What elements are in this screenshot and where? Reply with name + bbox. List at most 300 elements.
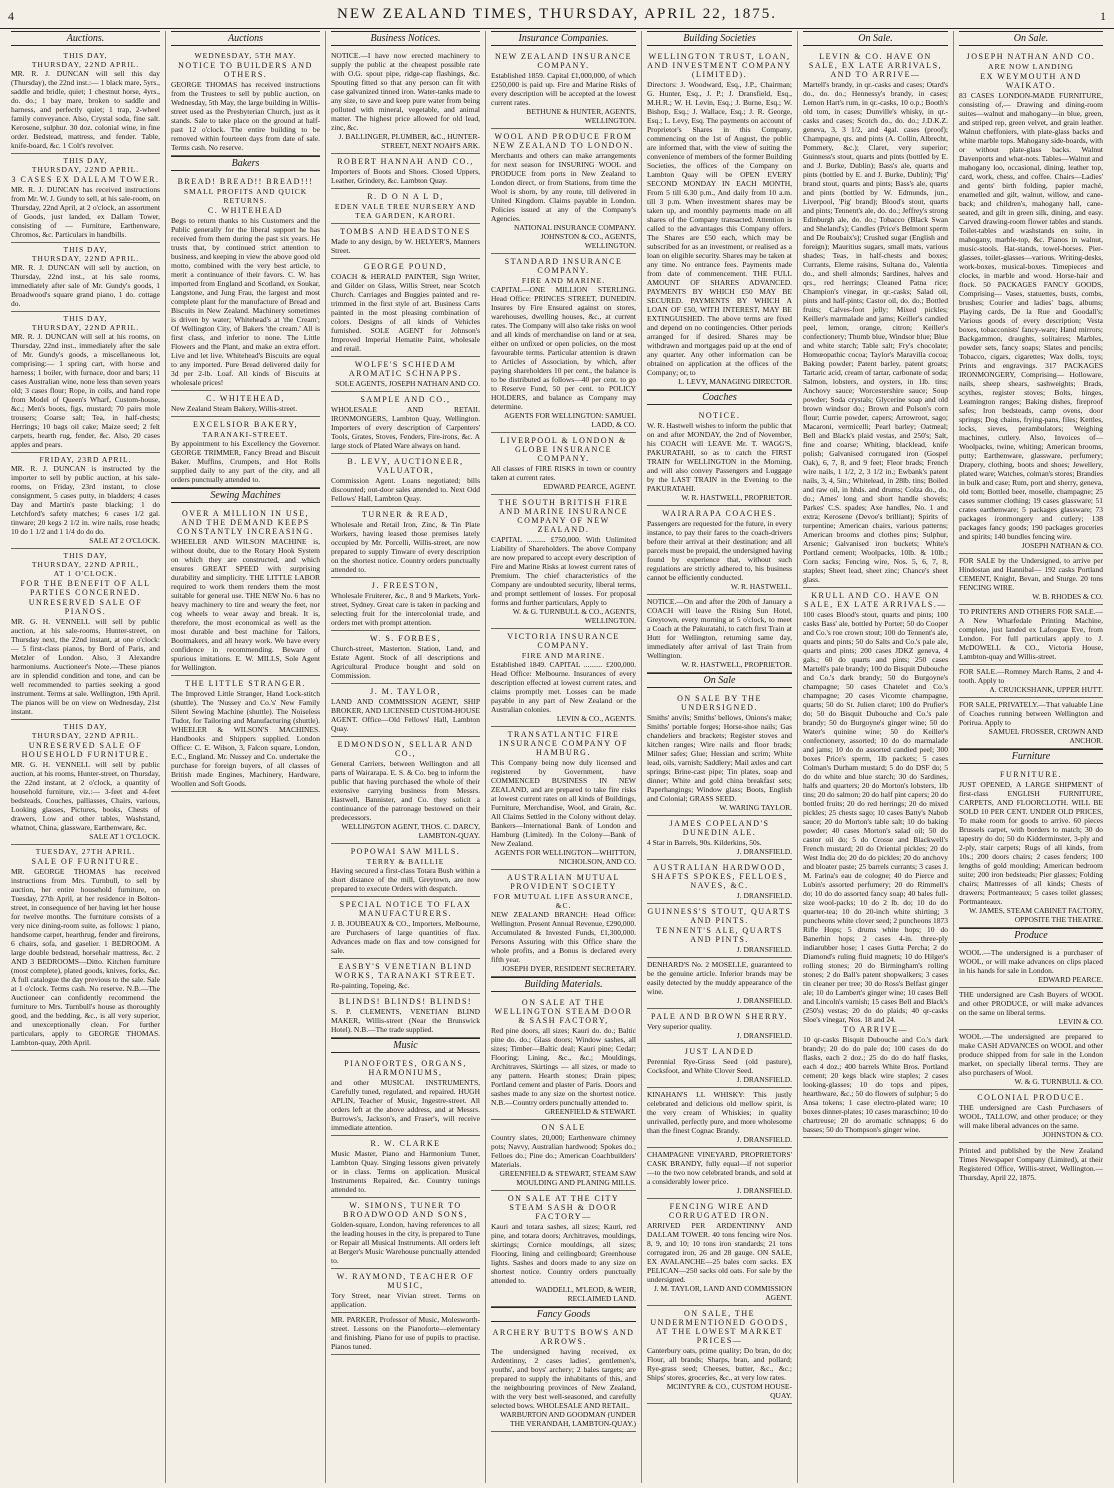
advertisement [11,453,160,549]
ad-body: COACH & HERALD PAINTER, Sign Writer, and Gilder on Glass, Willis Street, near Scotch Church. Carriages and Buggies painted and re-trimmed in the first style of art. Business Carts painted in the most pleasing combination of colors. Designs of all kinds of Vehicles furnished. SOLE AGENT for Johnson's Improved Imperial Hematite Paint, wholesale and retail. [331,272,480,353]
ad-heading: TO ARRIVE— [843,1025,908,1034]
ad-date: THIS DAY, [63,156,108,165]
advertisement [647,816,792,860]
ad-body: Canterbury oats, prime quality; Do bran, do do; Flour, all brands; Sharps, bran, and pollard; Rye-grass seed; Cheeses, butter, &c., &c.; Ships' stores, groceries, &c., at very low rates. [647,1346,792,1382]
ad-signature: J. DRANSFIELD. [736,891,792,900]
masthead [0,0,1114,29]
ad-heading: ON SALE, THE UNDERMENTIONED GOODS, AT THE LOWEST MARKET PRICES— [650,1309,789,1345]
section-heading: Insurance Companies. [491,31,636,46]
advertisement [959,605,1103,665]
ad-signature: JOSEPH DYER, RESIDENT SECRETARY. [501,964,636,973]
advertisement [647,860,792,904]
ad-date: WEDNESDAY, 5TH MAY. [194,51,297,60]
ad-date: THIS DAY, [63,314,108,323]
page-number-right: 1 [1100,9,1106,23]
ad-heading: JAMES COPELAND'S DUNEDIN ALE. [669,819,770,837]
ad-heading: R. D O N A L D, [367,192,444,201]
ad-signature: A. CRUICKSHANK, UPPER HUTT. [989,685,1103,694]
section-heading: Fancy Goods [491,1307,636,1322]
advertisement [959,988,1103,1030]
ad-heading: ROBERT HANNAH AND CO., [337,157,474,166]
advertisement [331,1269,480,1313]
ad-body: Church-street, Masterton. Station, Land, and Estate Agent. Stock of all descriptions and Agricultural Produce bought and sold on Commission. [331,644,480,680]
ad-body: Merchants and others can make arrangements for next season for INSURING WOOL and PRODUCE from ports in New Zealand to London direct, or from Stations, from time the Wool is shorn, by any route, till delivered in United Kingdom. Claims payable in London. Policies issued at any of the Company's Agencies. [491,151,636,223]
advertisement [491,495,636,629]
ad-signature: GREENFIELD & STEWART, STEAM SAW MOULDING AND PLANING MILLS. [499,1169,636,1187]
ad-signature: SAMUEL FROSSER, CROWN AND ANCHOR. [988,727,1103,745]
advertisement [11,312,160,453]
ad-body: Music Master, Piano and Harmonium Tuner, Lambton Quay. Singing lessons given privately or in class. Terms on application. Musical Instruments Repaired, &c. Country tunings attended to. [331,1149,480,1194]
advertisement [647,49,792,390]
advertisement [959,767,1103,928]
ad-body: MR. R. J. DUNCAN will sell this day (Thursday), the 22nd inst.:— 1 black mare, 5yrs., saddle and bridle, quiet; 1 chestnut horse, 4yrs., do. do.; 1 bay mare, broken to saddle and harness, and perfectly quiet; 1 trap, 2-wheel family conveyance. Also, Crystal soda, fine salt. Kerosene, sulphur. 30 doz. colonial wine, in fine order. Bedstead, mattress, and fender. Table, knife-board, &c. 1 Colt's revolver. [11,69,160,150]
section-heading: Building Materials. [491,977,636,992]
ad-heading: ARCHERY BUTTS BOWS AND ARROWS. [492,1328,635,1346]
section-heading: Music [331,1038,480,1053]
ad-heading: GUINNESS'S STOUT, QUARTS AND PINTS. [647,907,792,925]
ad-date: THURSDAY, 22ND APRIL. [31,731,140,740]
ad-heading: R. W. CLARKE [370,1139,441,1148]
advertisement [491,870,636,977]
ad-heading: WELLINGTON TRUST, LOAN, AND INVESTMENT COMPANY (LIMITED). [647,52,792,79]
ad-heading: WAIRARAPA COACHES. [662,509,777,518]
ad-body: FOR SALE.—Romney March Rams, 2 and 4-tooth. Apply to [959,667,1103,685]
advertisement [11,845,160,1051]
ad-heading: JUST LANDED [684,1047,755,1056]
advertisement [171,676,320,792]
ad-body: Golden-square, London, having references to all the leading houses in the city, is prepared to Tune or Repair all Musical Instruments. All orders left at Berger's Music Warehouse punctually attended to. [331,1220,480,1265]
advertisement [11,49,160,154]
ad-body: JUST OPENED, A LARGE SHIPMENT of first-class ENGLISH FURNITURE, CARPETS, AND FLOORCLOTH. WILL BE SOLD 10 PER CENT. UNDER OLD PRICES, To make room for goods to arrive. 60 pieces Brussels carpet, with borders to match; 30 do tapestry do do; 50 do Kidderminster, 3-ply and 2-ply, stair carpets; Rugs of all kinds, from 10s.; 200 doors chairs; 2 cases fenders; 100 lengths of gold moulding; American bedroom suite; 200 iron bedsteads; Pier glasses; Folding chairs; Mattresses of all kinds; Chests of drawers; Portmanteaux; 5 cases toilet glasses; Portmanteaux. [959,780,1103,906]
ad-heading: WOLFE'S SCHIEDAM AROMATIC SCHNAPPS. [348,360,463,378]
ad-body: W. R. Hastwell wishes to inform the public that on and after MONDAY, the 2nd of November, his COACH will LEAVE Mr. T. WAGG'S, PAKURATAHI, so as to catch the FIRST TRAIN for WELLINGTON in the Morning, and will also convey Passengers and Luggage by the LAST TRAIN in the Evening to the PAKURATAHI. [647,421,792,493]
ad-heading: AUSTRALIAN MUTUAL PROVIDENT SOCIETY [507,873,620,891]
ad-signature: W. R. HASTWELL, PROPRIETOR. [681,493,792,502]
section-heading: On Sale. [959,31,1103,46]
advertisement [331,1056,480,1136]
ad-body: Passengers are requested for the future, in every instance, to pay their fares to the coach-drivers before their arrival at their destination; and all parcels must be prepaid, the undersigned having found by experience that, without such regulations are strictly adhered to, his business cannot be efficiently conducted. [647,519,792,582]
ad-heading: COLONIAL PRODUCE. [977,1093,1085,1102]
ad-signature: W. & G. TURNBULL & CO., AGENTS, WELLINGTON. [512,607,636,625]
ad-signature: J. DRANSFIELD. [736,945,792,954]
ad-date: THURSDAY, 22ND APRIL. [31,165,140,174]
ad-heading: FURNITURE. [1000,770,1062,779]
section-heading: Auctions. [11,31,160,46]
ad-body: By appointment to his Excellency the Governor. GEORGE TRIMMER, Fancy Bread and Biscuit Baker. Muffins, Crumpets, and Hot Rolls supplied daily to any part of the city, and all orders punctually attended to. [171,439,320,484]
ad-subheading: SMALL PROFITS AND QUICK RETURNS. [183,187,308,205]
ad-heading: NOTICE. [698,411,741,420]
ad-heading: BLINDS! BLINDS! BLINDS! [338,997,473,1006]
section-heading: Furniture [959,749,1103,764]
ad-signature: W. B. RHODES & CO. [1032,592,1103,601]
ad-heading: B. LEVY, AUCTIONEER, VALUATOR, [347,457,464,475]
ad-signature: J. DRANSFIELD. [736,1135,792,1144]
ad-body: Wholesale Fruiterer, &c., 8 and 9 Markets, York-street, Sydney. Great care is taken in packing and selecting fruit for the intercolonial trade, and orders met with prompt attention. [331,591,480,627]
advertisement [647,958,792,1009]
ad-heading: SAMPLE AND CO., [360,395,451,404]
column-6 [798,31,954,1483]
ad-body: Red pine doors, all sizes; Kauri do. do.; Baltic pine do. do.; Glass doors; Window sashes, all sizes; Timber—Baltic deal; Kauri pine; Cedar; Flooring; Lining, &c., &c.; Mouldings, Architraves, Skirtings — all sizes, or made to any pattern. Hearth stones; Drain pipes; Portland cement and plaster of Paris. Doors and sashes made to any size on the shortest notice. N.B.—Country orders punctually attended to. [491,1026,636,1107]
ad-signature: W. WARING TAYLOR. [719,803,792,812]
advertisement [959,554,1103,605]
ad-heading: J. M. TAYLOR, [370,687,441,696]
ad-heading: ON SALE BY THE UNDERSIGNED. [677,694,762,712]
ad-heading: J. FREESTON, [371,581,440,590]
ad-date: AT 1 O'CLOCK. [53,569,118,578]
ad-signature: J. M. TAYLOR, LAND AND COMMISSION AGENT. [653,1284,792,1302]
ad-signature: W. & G. TURNBULL & CO. [1014,1077,1103,1086]
ad-signature: NATIONAL INSURANCE COMPANY. JOHNSTON & CO., AGENTS, WELLINGTON. [513,223,636,250]
advertisement [647,506,792,595]
advertisement [491,727,636,870]
ad-body: Smiths' anvils; Smiths' bellows, Onions's make; Smiths' portable forges; Horse-shoe nails; Gas chandeliers and brackets; Register stoves and kitchen ranges; Wire nails and floor brads; Milner safes; Glue; Hessian and scrim; White lead, oils, varnish; Saddlery; Mail axles and cart springs; Brine-cast pipe; Tin plates, soap and dinner; White and gold china breakfast sets; Paperhangings; Window glass; Boots, English and Colonial; GRASS SEED. [647,713,792,803]
ad-heading: EX WEYMOUTH AND WAIKATO. [980,72,1082,90]
section-heading: Business Notices. [331,31,480,46]
column-1 [6,31,166,1483]
ad-body: The undersigned having received, ex Ardentinny, 2 cases ladies', gentlemen's, youths', and boys' archery; 2 bales targets; are prepared to supply the inhabitants of this, and the neighbouring provinces of New Zealand, with the very best well-seasoned, and carefully selected bows. WHOLESALE AND RETAIL. [491,1347,636,1410]
ad-body: Made to any design, by W. HELYER'S, Manners Street. [331,237,480,255]
ad-body: Begs to return thanks to his Customers and the Public generally for the liberal support he has received from them during the past six years. He trusts that, by continued strict attention to business, and keeping in view the above good old motto, combined with the very best article, to merit a continuance of their favors. C. W. has imported from England and Scotland, ex Soukar, Langstone, and Jung Frau, the largest and most complete plant for the manufacture of Bread and Biscuits in New Zealand. Machinery sometimes is driven by water; Whitehead's at 'the Cream'; Of Wellington City, of Bakers 'the cream.' All is first class, and inferior to none. The Little Flowers and the Plant, and make an extra effort. Live and let live. Whitehead's Biscuits are equal to any imported. Pure Bread delivered daily for 3d per 2-lb. Loaf. All kinds of Biscuits at wholesale prices! [171,216,320,387]
ad-date: THURSDAY, 22ND APRIL. [31,323,140,332]
ad-body: CHAMPAGNE VINEYARD, PROPRIETORS' CASK BRANDY, fully equal—if not superior—to the two now celebrated brands, and sold at a considerably lower price. [647,1150,792,1186]
ad-heading: UNRESERVED SALE OF PIANOS. [28,598,143,616]
ad-date: THIS DAY, [63,551,108,560]
advertisement [959,1030,1103,1090]
ad-heading: W. SIMONS, TUNER TO BROADWOOD AND SONS, [343,1201,468,1219]
section-heading: On Sale. [803,31,948,46]
ad-signature: J. DRANSFIELD. [736,996,792,1005]
ad-heading: ON SALE [541,1123,586,1132]
ad-heading: WOOL AND PRODUCE FROM NEW ZEALAND TO LONDON. [493,132,634,150]
ad-date: THIS DAY, [63,51,108,60]
ad-signature: MCINTYRE & CO., CUSTOM HOUSE-QUAY. [666,1382,792,1400]
ad-body: CAPITAL—ONE MILLION STERLING. Head Office: PRINCES STREET, DUNEDIN. Insures by Fire Ensured against on stores, warehouses, dwelling houses, &c., at current rates. The Company will also take risks on wool and all kinds of merchandise on land or at sea, either on unfixed or open policies, on the most favourable terms. Particular attention is drawn to Articles of Association, by which, after paying shareholders 10 per cent., the balance is to be distributed as follows—40 per cent. to go to Reserve Fund, 50 per cent. to POLICY HOLDERS, and balance as Company may determine. [491,285,636,411]
ad-heading: TRANSATLANTIC FIRE INSURANCE COMPANY OF HAMBURG. [499,730,628,757]
advertisement [647,1306,792,1404]
ad-heading: THE LITTLE STRANGER. [185,679,306,688]
advertisement [331,259,480,357]
ad-body: J. B. JOUBEAUX & CO., Importers, Melbourne, are Purchasers of large quantities of flax. Advances made on flax and tow consigned for sale. [331,919,480,955]
ad-body: Re-painting, Topeing, &c. [331,981,410,990]
ad-body: Perennial Rye-Grass Seed (old pasture), Cocksfoot, and White Clover Seed. [647,1057,792,1075]
ad-body: Importers of Boots and Shoes. Closed Uppers, Leather, Grindery, &c. Lambton Quay. [331,167,480,185]
ad-body: The Improved Little Stranger, Hand Lock-stitch (shuttle). The 'Nussey and Co.'s' New Family Silent Sewing Machine (shuttle). The Noiseless Tudor, for Tailoring and Manufacturing (shuttle). WHEELER & WILSON'S MACHINES. Handbooks and Shippers supplied. London Office: C. E. Wilson, 3, Falcon square, London, E.C., England. Mr. Nussey and Co. undertake the purchase for foreign buyers, of all classes of British made Engines, Machinery, Hardware, Woollen and Soft Goods. [171,689,320,788]
advertisement [331,631,480,684]
advertisement [331,844,480,897]
ad-heading: W. RAYMOND, TEACHER OF MUSIC, [336,1272,475,1290]
ad-signature: JOSEPH NATHAN & CO. [1021,541,1103,550]
ad-heading: ON SALE AT THE CITY STEAM SASH & DOOR FACTORY— [507,1194,620,1221]
section-heading: Auctions [171,31,320,46]
advertisement [331,578,480,631]
ad-signature: SOLE AGENTS, JOSEPH NATHAN AND CO. [335,379,480,388]
ad-heading: OVER A MILLION IN USE, AND THE DEMAND KEEPS CONSTANTLY INCREASING. [176,509,315,536]
advertisement [171,391,320,417]
ad-body: All classes of FIRE RISKS in town or country taken at current rates. [491,464,636,482]
ad-heading: UNRESERVED SALE OF HOUSEHOLD FURNITURE. [21,741,150,759]
ad-body: Martell's brandy, in qr.-casks and cases; Otard's do., do. do.; Hennessy's brandy, in cases; Lemon Hart's rum, in qr.-casks, 10 o.p.; Booth's old tom, in cases; Dunville's whisky, in qr.-casks and cases; Scotch do., do. do.; J.D.K.Z. geneva, 3, 3 1/2, and 4gal. cases (proof); Champagne, qts. and pints (A. Collin, Albrecht, Pommery, &c.); Claret, very superior; Guinness's stout, quarts and pints (bottled by E. and J. Burke, Dublin); Bass's ale, quarts and pints (bottled by E. and J. Burke, Dublin); 'Pig' brand stout, quarts and pints; Bass's ale, quarts and pints (bottled by W. Edmunds, jun., Liverpool, 'Pig' brand); Blood's stout, quarts and pints; Tennent's ale, do. do.; Jeffrey's strong Edinburgh ale, do. do.; Tobacco (Black Swan and Sheland's); Candles (Price's Belmont sperm and De Roubaix's); Crushed sugar (English and foreign); Mauritius sugars, small mats, various shades; Teas, in half-chests and boxes; Currants, Eleme raisins, Sultana do., Valentia do., and shell almonds; Sardines, halves and qrs., red herrings; Cleaned Patna rice; Champion's vinegar, in qr.-casks; Salad oil, pints and half-pints; Castor oil, do. do.; Bottled fruits; Calves-foot jelly; Mixed pickles; Keiller's marmalade and jams; Keiller's candied peel, lemon, orange, citron; Keiller's confectionery; Thumb blue, Windsor blue; Blue and white starch; Table salt; Fry's chocolate; Homœopathic cocoa; Taylor's Maravilla cocoa; Baking powder; Patent barley, patent groats; Tartaric acid, cream of tartar, carbonate of soda; Salmon, lobsters, and oysters, in 1lb. tins; Anchovy sauce; Worcestershire sauce; Soup powder; Soda crystals; Glycerine soap and old brown windsor do.; Brown and Polson's corn flour; Currie powder, capers; Arrowroot, sago; Macaroni, vermicelli; Pearl barley; Oatmeal; Bell and Black's plaid vestas, and 250's; Salt, fine and coarse; Whiting, blacklead, knife polish; Galvanised corrugated iron (Gospel Oak), 6, 7, 8, and 9 feet; Fleor brads; French wire nails, 1 1/2, 2, 3 1/2 in.; Ewbank's patent nails, 3, 4, 5in.; Whitelead, in 28lb. tins; Boiled and raw oil, in hhds. and drums; Colza do., do. do.; Ames' long and short handle shovels; Parkes' C.S. spades; Axe handles, No. 1 and extra; Kerosene (Devoe's brilliant); Spirits of turpentine; American chairs, various patterns; American brooms and clothes pins; Sulphur, Arsenic; Galvanised iron buckets; White's Portland cement; Woolpacks, 10lb. & 10lb.; Corn sacks; Fencing wire, Nos. 5, 6, 7, 8, staples; Sheet lead, sheet zinc; Chance's sheet glass. [803,80,948,584]
advertisement [647,595,792,673]
ad-subheading: EDEN VALE TREE NURSERY AND TEA GARDEN, KARORI. [334,202,477,220]
ad-signature: WELLINGTON AGENT, THOS. C. DARCY, LAMBTON-QUAY. [341,822,480,840]
advertisement [491,49,636,129]
ad-body: KINAHAN'S LL WHISKY: This justly celebrated and delicious old mellow spirit, is the very cream of Whiskies; in quality unrivalled, perfectly pure, and more wholesome than the finest Cognac Brandy. [647,1090,792,1135]
advertisement [171,417,320,488]
ad-body: NOTICE.—On and after the 20th of January a COACH will leave the Rising Sun Hotel, Greytown, every morning at 5 o'clock, to meet a Coach at the Pakuratahi, to catch first Train at Hutt for Wellington, returning same day, immediately after arrival of last Train from Wellington. [647,597,792,660]
ad-heading: VICTORIA INSURANCE COMPANY. [507,632,620,650]
advertisement [803,49,948,588]
ad-body: FOR SALE by the Undersigned, to arrive per Hindostan and Hannibal— 192 casks Portland CEMENT, Knight, Bevan, and Sturge. 20 tons FENCING WIRE. [959,556,1103,592]
advertisement [647,904,792,958]
ad-heading: THE SOUTH BRITISH FIRE AND MARINE INSURANCE COMPANY OF NEW ZEALAND. [498,498,629,534]
ad-body: THE undersigned are Cash Purchasers of WOOL, TALLOW, and other produce; or they will make liberal advances on the same. [959,1103,1103,1130]
ad-body: MR. G. H. VENNELL will sell by public auction, at his sale-rooms, Hunter-street, on Thursday next, the 22nd instant, at one o'clock:— 5 first-class pianos, by Bord of Paris, and Metzler of London. Also, 3 Alexandre harmoniums. Auctioneer's Note.—These pianos are in splendid condition and tone, and can be well recommended to parties seeking a good instrument. Terms at sale. Wellington, 19th April. The pianos will be on view on Wednesday, 21st instant. [11,617,160,716]
advertisement [647,1148,792,1199]
advertisement [171,506,320,676]
ad-signature: J. DRANSFIELD. [736,847,792,856]
ad-body: ARRIVED PER ARDENTINNY AND DALLAM TOWER. 40 tons fencing wire Nos. 8, 9, and 10; 10 tons iron standards; 21 tons corrugated iron, 26 and 28 gauge. ON SALE, EX AVALANCHE—25 bales corn sacks. EX PELICAN—250 sacks old oats. For sale by the undersigned. [647,1221,792,1284]
ad-signature: WADDELL, M'LEOD, & WEIR, RECLAIMED LAND. [535,1285,636,1303]
advertisement [331,737,480,844]
ad-body: WHOLESALE AND RETAIL IRONMONGERS, Lambton Quay, Wellington. Importers of every description of Carpenters' Tools, Grates, Stoves, Fenders, Fire-irons, &c. A large stock of Plated Ware always on hand. [331,405,480,450]
ad-body: Having secured a first-class Totara Bush within a short distance of the mill, Greytown, are now prepared to execute Orders with despatch. [331,866,480,893]
ad-body: Established 1859. Capital £1,000,000, of which £250,000 is paid up. Fire and Marine Risks of every description will be accepted at the lowest current rates. [491,71,636,107]
ad-signature: J. DRANSFIELD. [736,1075,792,1084]
section-heading: Building Societies [647,31,792,46]
ad-date: THIS DAY, [63,245,108,254]
ad-heading: FOR THE BENEFIT OF ALL PARTIES CONCERNED. [20,579,151,597]
column-2 [166,31,326,1483]
section-heading: Produce [959,928,1103,943]
ad-body: Established 1849. CAPITAL .......... £200,000. Head Office: Melbourne. Insurances of every description effected at lowest current rates, and claims promptly met. Losses can be made payable in any part of New Zealand or the Australian colonies. [491,660,636,714]
advertisement [171,174,320,391]
ad-signature: WARBURTON AND GOODMAN (UNDER THE VERANDAH, LAMBTON-QUAY.) [500,1410,636,1428]
ad-body: Wholesale and Retail Iron, Zinc, & Tin Plate Workers, having leased those premises lately occupied by Mr. Porcelli, Willis-street, are now prepared to supply Tinware of every description on the shortest notice. Country orders punctually attended to. [331,520,480,574]
ad-heading: LIVERPOOL & LONDON & GLOBE INSURANCE COMPANY. [500,436,627,463]
ad-heading: AUSTRALIAN HARDWOOD, SHAFTS SPOKES, FELLOES, NAVES, &C. [651,863,788,890]
ad-signature: L. LEVY, MANAGING DIRECTOR. [678,377,792,386]
ad-signature: J. DRANSFIELD. [736,1186,792,1195]
ad-body: MR. R. J. DUNCAN will sell by auction, on Thursday, 22nd inst., at his sale rooms, immediately after sale of Mr. Gundy's goods, 1 Broadwood's square grand piano, 1 do. cottage do. [11,263,160,308]
ad-body: WOOL.—The undersigned is a purchaser of WOOL, or will make advances on clips placed in his hands for sale in London. [959,948,1103,975]
ad-heading: GEORGE POUND, [363,262,448,271]
advertisement [11,720,160,845]
ad-signature: BETHUNE & HUNTER, AGENTS, WELLINGTON. [526,107,636,125]
advertisement [331,392,480,454]
section-heading: Bakers [171,156,320,171]
advertisement [491,1325,636,1432]
advertisement [331,959,480,994]
ad-body: MR. PARKER, Professor of Music, Molesworth-street. Lessons on the Pianoforte—elementary and finishing. Piano for use of pupils to practise. Pianos tuned. [331,1315,480,1351]
advertisement [647,408,792,506]
advertisement [803,588,948,1138]
ad-body: Kauri and totara sashes, all sizes; Kauri, red pine, and totara doors; Architraves, mouldings, skirtings; Cornice mouldings, all sizes; Flooring, lining and ceilingboard; Greenhouse lights. Sashes and doors made to any size on shortest notice. Country orders punctually attended to. [491,1222,636,1285]
ad-heading: SPECIAL NOTICE TO FLAX MANUFACTURERS. [339,900,472,918]
advertisement [331,154,480,189]
ad-heading: ON SALE AT THE WELLINGTON STEAM DOOR & SASH FACTORY, [494,998,633,1025]
ad-subheading: TERRY & BAILLIE [366,857,445,866]
advertisement [959,49,1103,554]
advertisement [491,1120,636,1191]
advertisement [647,1009,792,1044]
ad-body: 83 CASES LONDON-MADE FURNITURE, consisting of,— Drawing and dining-room suites—walnut and mahogany—in blue, green, and striped rep, green velvet, and grain leather. Walnut cheffoniers, with plate-glass backs and white marble tops. Mahogany side-boards, with or without plate-glass backs. Walnut Davenports and what-nots. Tables—Walnut and mahogany loo, occasional, dining, leather top, card, work, chess, and coffee. Chairs—Ladies' and gents' birth folding, papier maché, enamelled and gilt, walnut, willow, and cane-back; and children's, mahogany hall, cane-seated, and gilt in green silk, dining, and easy. Carved drawing-room flower tables and stands. Toilet-tables and washstands en suite, in mahogany, marble-top, &c. Pianos in walnut, music-stools. Hat-stands, towel-horses. Pier-glasses, toilet-glasses—various. Writing-desks, work-boxes, musical-boxes. Timepieces and clocks, in marble and wood. Horse-hair and flock. 50 PACKAGES FANCY GOODS, Comprising— Vases, statuettes, busts, combs, brushes; Courier and ladies' bags, albums; Playing cards, De la Rue and Goodall's; Various goods of every description; Vesta boxes, tobacconists' fancy-ware; Hand mirrors; Backgammon, draughts, solitaires; Marbles, powder sets, fancy soaps; Slates and pencils; Tobacco, cigars, cigarettes; Wax dolls, toys; Prints and engravings. 317 PACKAGES IRONMONGERY, Comprising— Holloware, nails, sheep shears, sashweights; Brads, scythes, register stoves; Bolts, hinges, Leamington ranges; Baking dishes, fireproof safes; Iron bedsteads, camp ovens, door springs; Dog chains, frying-pans, files; Kettles, locks, sieves, perambulators; Weighing machines, cutlery. Also, Invoices of— Woolpacks, twine, whiting; American brooms, putty; Earthenware, glassware, perfumery; Drapery, clothing, boots and shoes; Jewellery, plated ware; Watches, colman's stores; Brandies in bulk and case; Rum, port and sherry, geneva, old tom; Bottled beer, moselle, champagne; 25 cases summer clothing; 19 cases glassware; 51 crates earthenware; 5 packages glassware; 73 packages ironmongery and cutlery; 138 packages fancy goods; 190 packages groceries and spirits; 140 bundles fencing wire. [959,91,1103,541]
ad-heading: C. WHITEHEAD [207,206,284,215]
ad-body: 100 cases Blood's stout, quarts and pints; 100 casks Bass' ale, bottled by Porter; 50 do Cooper and Co.'s roe crown stout; 100 do Tennent's ale, quarts and pints; 50 do Salts and Co.'s pale ale, quarts and pints; 200 cases JDKZ geneva, 4 gals.; 60 do quarts and pints; 250 cases Martell's pale brandy; 100 do Bisquit Dubouche and Co.'s dark brandy; 50 do Burgoyne's champagne; 50 cases Chatelet and Co.'s champagne; 20 cases Vicomte champagne, quarts; 50 do St. Julien claret; 100 do Prufier's do; 50 do Bisquit Dubouche and Co.'s pale brandy; 50 do Burgoyne's ginger wine; 50 do Water's quinine wine; 50 do Keiller's confectionery, assorted; 10 do do marmalade and jams; 10 do do assorted candied peel; 300 boxes Price's sperm, 1lb packets; 5 cases Colman's Durham mustard; 5 do do DSF do; 5 do do white and blue starch; 30 do Sardines, halfs and quarters; 20 do Morton's lobsters, 1lb tins; 20 do salmon; 20 do half pint capers; 20 do bottled fruits; 20 do red herrings; 20 do mixed pickles; 25 chests sago; 10 cases Batty's Nabob sauce; 20 do Morton's table salt; 10 do baking powder; 40 cases Morton's salad oil; 50 do castor oil do; 5 do Crosse and Blackwell's French mustard; 20 do Oriental pickles; 20 do West India do; 20 do do pickles; 20 do anchovy and bloater paste; 25 barrels currants; 3 cases J. M. Farina's eau de cologne; 40 do Pierce and Lubin's assorted perfumery; 20 do Rimmell's do; 10 do do assorted fancy soap; 40 bales full-size wool-packs; 10 do 2 lb. do; 10 do do quarter-tea; 10 do 20-inch white shirting; 3 puncheons white clover seed; 2 puncheons 1873 Rifle Hops; 5 drums white hops; 10 do Banerhin hops; 2 cases 4-in. three-ply indiarubber hose; 1 cases Gutta Percha; 2 do Diamond's ruling fluid magnets; 10 do Hilger's rolling stones; 20 do Birmingham's rolling stones; 2 do Ball's patent shopwalkers; 3 cases tin cleaner per tree; 30 do Ross's Belfast ginger ale; 10 do Lambert's ginger wine; 10 cases Bell and Lincoln's varnish; 15 cases Bell and Black's (250's) vestas; 20 do do plaids; 40 qr-casks Sloe's vinegar, Nos. 18 and 24. [803,610,948,1024]
ad-signature: SALE AT 2 O'CLOCK. [89,536,160,545]
ad-body: 4 Star in Barrels, 90s. Kilderkins, 50s. [647,838,762,847]
ad-body: MR. R. J. DUNCAN is instructed by the importer to sell by public auction, at his sale-rooms, on Friday, 23rd instant, to close consignment, 5 cases putty, in bladders; 4 cases Day and Martin's paste blacking; 1 do Letchford's safety matches; 6 cases 1/2 gal. tinware; 20 kegs 2 1/2 in. wire nails, rose heads; 10 do 1 1/2 and 1 1/4 do do do. [11,464,160,536]
advertisement [11,549,160,720]
ad-signature: W. R. HASTWELL. [730,582,792,591]
ad-body: CAPITAL .......... £750,000. With Unlimited Liability of Shareholders. The above Company are now prepared to accept every description of Fire and Marine Risks at lowest current rates of Premium. The chief characteristics of the Company are undoubted security, liberal terms, and prompt settlement of losses. For proposal forms and further particulars, Apply to [491,535,636,607]
publisher-imprint: Printed and published by the New Zealand Times Newspaper Company (Limited), at their Registered Office, Willis-street, Wellington.—Thursday, April 22, 1875. [959,1146,1103,1182]
advertisement [331,49,480,154]
ad-signature: W. R. HASTWELL, PROPRIETOR. [681,660,792,669]
ad-signature: SALE AT 1 O'CLOCK. [89,832,160,841]
ad-heading: TOMBS AND HEADSTONES [340,227,471,236]
ad-heading: TENNENT'S ALE, QUARTS AND PINTS. [656,926,783,944]
ad-heading: STANDARD INSURANCE COMPANY. [504,257,623,275]
ad-signature: AGENTS FOR WELLINGTON: SAMUEL LADD, & CO. [503,411,636,429]
ad-heading: NOTICE TO BUILDERS AND OTHERS. [178,61,313,79]
ad-signature: EDWARD PEARCE. [1038,975,1103,984]
ad-heading: NEW ZEALAND INSURANCE COMPANY. [494,52,633,70]
ad-signature: W. JAMES, STEAM CABINET FACTORY, OPPOSITE THE THEATRE. [969,906,1103,924]
advertisement [331,1136,480,1198]
ad-signature: EDWARD PEARCE, AGENT. [543,482,636,491]
advertisement [959,1090,1103,1143]
page-number-left: 4 [8,9,14,23]
ad-body: LAND AND COMMISSION AGENT, SHIP BROKER, AND LICENSED CUSTOM-HOUSE AGENT. Office—Old Fellows' Hall, Lambton Quay. [331,697,480,733]
ad-body: NEW ZEALAND BRANCH: Head Office: Wellington. Present Annual Revenue, £290,000. Accumulated & Invested Funds, £1,300,000. Persons Assuring with this Office share the whole profits, and a Bonus is declared every fifth year. [491,910,636,964]
ad-date: THURSDAY, 22ND APRIL. [31,254,140,263]
advertisement [331,684,480,737]
ad-date: THURSDAY, 22ND APRIL. [31,60,140,69]
ad-body: Commission Agent. Loans negotiated; bills discounted; out-door sales attended to. Next Odd Fellows' Hall, Lambton Quay. [331,476,480,503]
ad-body: TO PRINTERS AND OTHERS FOR SALE.—A New Wharfedale Printing Machine, complete, just landed ex Lafoogue Eve, from London. For full particulars apply to J. McDOWELL & CO., Victoria House, Lambton-quay and Willis-street. [959,607,1103,661]
ad-heading: KRULL AND CO. HAVE ON SALE, EX LATE ARRIVALS.— [804,591,947,609]
advertisement [331,897,480,959]
ad-subheading: TARANAKI-STREET. [202,430,289,439]
ad-body: General Carriers, between Wellington and all parts of Wairarapa. E. S. & Co. beg to inform the public that having purchased the whole of their extensive carrying business from Messrs. Hastwell, Bannister, and Co. they solicit a continuance of the patronage bestowed on their predecessors. [331,759,480,822]
advertisement [331,994,480,1038]
advertisement [491,254,636,433]
advertisement [331,1198,480,1269]
ad-body: New Zealand Steam Bakery, Willis-street. [171,404,298,413]
ad-subheading: ARE NOW LANDING [988,62,1074,71]
ad-body: This Company being now duly licensed and registered by Government, have COMMENCED BUSINESS IN NEW ZEALAND, and are prepared to take fire risks at lowest current rates on all kinds of Buildings, Furniture, Merchandise, Wool, and Grain, &c. All Claims Settled in the Colony without delay. Bankers—International Bank of London and Hamburg (Limited). In the Colony—Bank of New Zealand. [491,758,636,848]
ad-date: THURSDAY, 22ND APRIL, [31,560,140,569]
ad-body: WOOL.—The undersigned are prepared to make CASH ADVANCES on WOOL and other produce shipped from for sale in the London market, on specially liberal terms. They are also purchasers of Wool. [959,1032,1103,1077]
ad-body: FOR SALE, PRIVATELY.—That valuable Line of Coaches running between Wellington and Porirua. Apply to [959,700,1103,727]
advertisement [647,691,792,816]
advertisement [647,1199,792,1306]
section-heading: Coaches [647,390,792,405]
ad-heading: TURNER & READ, [362,510,449,519]
ad-heading: C. WHITEHEAD, [206,394,285,403]
ad-body: MR. G. H. VENNELL will sell by public auction, at his rooms, Hunter-street, on Thursday, the 22nd instant, at 2 o'clock, a quantity of household furniture, viz.:— 3-feet and 4-feet bedsteads, Couches, palliasses, Chairs, various, Looking glasses, Pictures, books, Chests of drawers, Low and other tables, Washstand, whatnot, China, glassware, Earthenware, &c. [11,760,160,832]
ad-heading: EXCELSIOR BAKERY, [193,420,298,429]
newspaper-title: NEW ZEALAND TIMES, THURSDAY, APRIL 22, 1875. [337,6,777,22]
ad-subheading: FOR MUTUAL LIFE ASSURANCE, &C. [493,892,634,910]
advertisement [491,1191,636,1307]
advertisement [11,154,160,243]
ad-heading: LEVIN & CO. HAVE ON SALE, EX LATE ARRIVALS, AND TO ARRIVE— [808,52,943,79]
advertisement [331,454,480,507]
advertisement [959,946,1103,988]
ad-date: TUESDAY, 27TH APRIL. [35,847,136,856]
ad-date: FRIDAY, 23RD APRIL. [39,455,132,464]
ad-signature: J. BALLINGER, PLUMBER, &C., HUNTER-STREET, NEXT NOAH'S ARK. [338,132,480,150]
ad-body: DENHARD'S No. 2 MOSELLE, guaranteed to be the genuine article. Inferior brands may be easily detected by the muddy appearance of the wine. [647,960,792,996]
ad-heading: W. S. FORBES, [370,634,441,643]
ad-signature: LEVIN & CO. [1058,1017,1103,1026]
ad-body: GEORGE THOMAS has received instructions from the Trustees to sell by public auction, on Wednesday, 5th May, the large building in Willis-street used as the Presbyterian Church, just as it stands. Sale to take place on the ground at half-past 12 o'clock. The entire building to be removed within fourteen days from date of sale. Terms cash. No reserve. [171,80,320,152]
ad-body: MR. R. J. DUNCAN has received instructions from Mr. W. J. Gundy to sell, at his sale-room, on Thursday, 22nd April, at 2 o'clock, an assortment of Goods, just landed, ex Dallam Tower, consisting of — Furniture, Earthenware, Chromos, &c. Particulars in handbills. [11,185,160,239]
advertisement [647,1044,792,1088]
ad-heading: SALE OF FURNITURE. [31,857,140,866]
ad-body: Tory Street, near Vivian street. Terms on application. [331,1291,480,1309]
advertisement [491,629,636,727]
ad-date: THIS DAY, [63,722,108,731]
ad-body: Directors: J. Woodward, Esq., J.P., Chairman; G. Hunter, Esq., J. P.; J. Dransfield, Esq., M.H.R.; W. H. Levin, Esq.; J. Burne, Esq.; W. Bishop, Esq.; J. Wallace, Esq.; J. R. George, Esq.; L. Levy, Esq. The payments on account of Proprietor's Shares in this Company, commencing on the 1st of August, the public are informed that, with the view of suiting the convenience of members of the former Building Societies, the offices of the Company on Lambton Quay will be OPEN EVERY SECOND MONDAY IN EACH MONTH, From 5 till 6.30 p.m., And daily from 10 a.m. till 3 p.m. When investment shares may be taken up, and monthly payments made on all shares of the Company transacted. Attention is called to the advantages this Company offers. The Shares are £50 each, which may be subscribed for as an investment, or realised as a loan on eligible security. Shares may be taken at any time. No entrance fees. Payments made from date of commencement. THE FULL AMOUNT OF SHARES ADVANCED. PAYMENTS BY WHICH £50 MAY BE SECURED. PAYMENTS BY WHICH A LOAN OF £50, WITH INTEREST, MAY BE EXTINGUISHED. The above terms are fixed and depend on no contingencies. Other periods arranged for if desired. Shares may be withdrawn and mortgages paid up at the end of any quarter. Any other information can be obtained on application at the offices of the Company; or, to [647,80,792,377]
section-heading: Sewing Machines [171,488,320,503]
ad-signature: GREENFIELD & STEWART. [544,1107,636,1116]
ad-body: Country slates, 20,000; Earthenware chimney pots; Navvy, Australian hardwood; Spokes do.; Felloes do.; Pine do.; American Coachbuilders' Materials. [491,1133,636,1169]
advertisement [11,243,160,312]
column-5 [642,31,798,1483]
advertisement [647,1088,792,1148]
advertisement [331,357,480,392]
advertisement [331,189,480,224]
ad-signature: JOHNSTON & CO. [1042,1130,1103,1139]
ad-heading: EASBY'S VENETIAN BLIND WORKS, TARANAKI STREET. [334,962,477,980]
advertisement [959,665,1103,698]
ad-body: and other MUSICAL INSTRUMENTS, Carefully tuned, regulated, and repaired. HUGH APLIN, Teacher of Music, Ingestre-street. All orders left at the above address, and at Messrs. Burrows's, Jackson's, and Fraser's, will receive immediate attention. [331,1078,480,1132]
ad-body: Very superior quality. [647,1022,712,1031]
ad-body: MR. GEORGE THOMAS has received instructions from Mrs. Turnbull, to sell by auction, her entire household furniture, on Tuesday, 27th April, at her residence in Bolton-street, in consequence of her having let her house for twelve months. The furniture consists of a very nice dining-room suite, as follows: 1 piano, handsome carpet, hearthrug, fender and fireirons, 6 chairs, sofa, and gaselier. 1 BEDROOM. A large double bedstead, horsehair mattress, &c. 2 AND 3 BEDROOMS—Ditto. Kitchen furniture (most complete), plated goods, knives, forks, &c. A full catalogue the day previous to the sale. Sale at 1 o'clock. Terms cash. No reserve. N.B.—The Auctioneer can confidently recommend the furniture to Mrs. Turnbull's house as thoroughly good, and the bedding, &c., is all very superior, and unexceptionally clean. For further particulars, apply to GEORGE THOMAS. Lambton-quay, 20th April. [11,867,160,1047]
ad-body: MR. R. J. DUNCAN will sell at his rooms, on Thursday, 22nd inst., immediately after the sale of Mr. Gundy's goods, a miscellaneous lot, comprising:— 1 spring cart, with horse and harness; 1 boiler, with furnace, door and bars; 11 cases Australian wine, none less than seven years old; 3 cases flour; Rope, in coils, and hand rope from Model of Queen's Wharf, Custom-house, &c.; Men's boots, figs, mustard; 70 pairs mole trousers; Coarse salt; Tea, in half-chests; Herrings; 10 bags oil cake; Maize seed; 2 felt carpets, hearth rug, fender, &c. Also, 20 cases apples and pears. [11,332,160,449]
ad-body: THE undersigned are Cash Buyers of WOOL and other PRODUCE, or will make advances on the same on liberal terms. [959,990,1103,1017]
column-3 [326,31,486,1483]
advertisement [491,995,636,1120]
ad-heading: BREAD! BREAD!! BREAD!!! [177,177,314,186]
ad-heading: PALE AND BROWN SHERRY. [650,1012,789,1021]
advertisement [331,507,480,578]
advertisement [491,129,636,254]
advertisement [491,433,636,495]
ad-body: NOTICE.—I have now erected machinery to supply the public at the cheapest possible rate with O.G. spout pipe, ridge-cap flashings, &c. Spouting fitted so that any person can fit with case galvanized tinned iron. Water-tanks made to any size, to save and keep pure water from being polluted with mineral, vegetable, and animal matter. The highest price allowed for old lead, zinc, &c. [331,51,480,132]
ad-signature: AGENTS FOR WELLINGTON—WHITTON, NICHOLSON, AND CO. [494,848,636,866]
ad-subheading: FIRE AND MARINE. [521,276,606,285]
advertisement [959,698,1103,749]
column-7 [954,31,1108,1483]
ad-body: S. P. CLEMENTS, VENETIAN BLIND MAKER, Willis-street (Near the Brunswick Hotel). N.B.—The trade supplied. [331,1007,480,1034]
ad-heading: FENCING WIRE AND CORRUGATED IRON. [668,1202,771,1220]
section-heading: On Sale [647,673,792,688]
ad-heading: EDMONDSON, SELLAR AND CO., [337,740,474,758]
column-4 [486,31,642,1483]
advertisement [171,49,320,156]
ad-heading: JOSEPH NATHAN AND CO. [966,52,1096,61]
ad-signature: LEVIN & CO., AGENTS. [556,714,636,723]
ad-signature: J. DRANSFIELD. [736,1031,792,1040]
ad-body: 10 qr-casks Bisquit Dubouche and Co.'s dark brandy; 20 do do pale do; 100 cases do do flasks, each 2 doz.; 25 do do do half flasks, each 4 doz.; 400 barrels White Bros. Portland cement; 20 kegs black wire staples; 2 cases looking-glasses; 10 do tops and pipes, hearthware, &c.; 50 do flowers of sulphur; 5 do Ansa tokens; 1 case electro-plated ware; 10 boxes dinner-plates; 10 cases maraschino; 10 do chartreuse; 20 do aromatic schnapps; 6 do basses; 50 do Thompson's ginger wine. [803,1035,948,1134]
ad-heading: 3 CASES EX DALLAM TOWER. [11,175,160,184]
ad-body: WHEELER AND WILSON MACHINE is, without doubt, due to the Rotary Hook System on which they are constructed, and which ensures GREAT SPEED with surprising durability and simplicity. THE LITTLE LABOR required to work them renders them the most suitable for general use. THE NEW No. 6 has no heavy machinery to tire and weary the feet, nor cog wheels to wear away and break. It is, therefore, the most economical as well as the most durable and best machine for Tailors, Bootmakers, and all heavy work. We have every confidence in recommending. Beware of spurious imitations. E. W. MILLS, Sole Agent for Wellington. [171,537,320,672]
columns [6,31,1108,1483]
advertisement [331,1313,480,1355]
